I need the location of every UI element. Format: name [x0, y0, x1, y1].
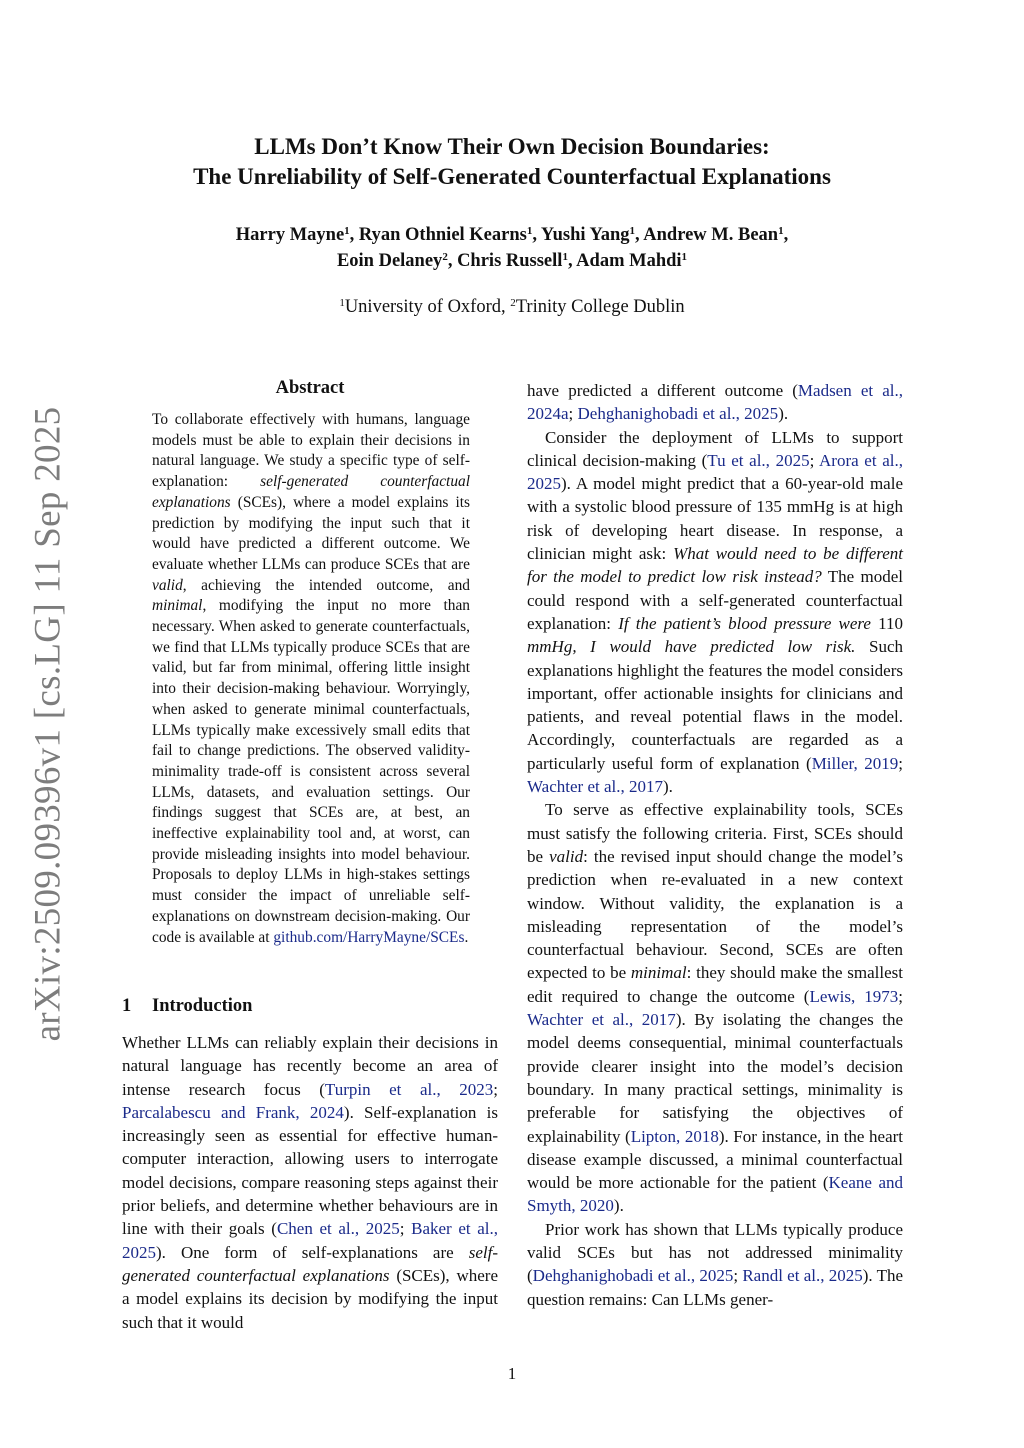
author-line-2: Eoin Delaney$^2$, Chris Russell$^1$, Adam Mahdi$^1$	[336, 251, 688, 271]
abstract-body: To collaborate effectively with humans, language models must be able to explain their decisions in natural language. We study a specific type of self-explanation: self-generated counterfactual explanations (SCEs), where a model explains its prediction by modifying the input such that it would have predicted a different outcome. We evaluate whether LLMs can produce SCEs that are valid, achieving the intended outcome, and minimal, modifying the input no more than necessary. When asked to generate counterfactuals, we find that LLMs typically produce SCEs that are valid, but far from minimal, offering little insight into their decision-making behaviour. Worryingly, when asked to generate minimal counterfactuals, LLMs typically make excessively small edits that fail to change predictions. The observed validity-minimality trade-off is consistent across several LLMs, datasets, and evaluation settings. Our findings suggest that SCEs are, at best, an ineffective explainability tool and, at worst, can provide misleading insights into model behaviour. Proposals to deploy LLMs in high-stakes settings must consider the impact of unreliable self-explanations on downstream decision-making. Our code is available at github.com/HarryMayne/SCEs.	[152, 411, 470, 946]
intro-paragraph-3: To serve as effective explainability tools, SCEs must satisfy the following criteria. First, SCEs should be valid: the revised input should change the model’s prediction when re-evaluated in a new context window. Without validity, the explanation is a misleading representation of the model’s counterfactual behaviour. Second, SCEs are often expected to be minimal: they should make the smallest edit required to change the outcome (Lewis, 1973; Wachter et al., 2017). By isolating the changes the model deems consequential, minimal counterfactuals provide clearer insight into the model’s decision boundary. In many practical settings, minimality is preferable for satisfying the objectives of explainability (Lipton, 2018). For instance, in the heart disease example discussed, a minimal counterfactual would be more actionable for the patient (Keane and Smyth, 2020).	[527, 800, 904, 1216]
affiliation-name: University of Oxford	[344, 297, 502, 317]
author-affiliation-mark: 1	[344, 225, 350, 237]
intro-paragraph-1: Whether LLMs can reliably explain their decisions in natural language has recently become an area of intense research focus (Turpin et al., 2023; Parcalabescu and Frank, 2024). Self-explanation is increasingly seen as essential for effective human-computer interaction, allowing users to interrogate model decisions, compare reasoning steps against their prior beliefs, and determine whether behaviours are in line with their goals (Chen et al., 2025; Baker et al., 2025). One form of self-explanations are self-generated counterfactual explanations (SCEs), where a model explains its decision by modifying the input such that it would	[122, 1033, 498, 1332]
right-column	[527, 379, 903, 1311]
section-heading-introduction	[122, 996, 252, 1017]
section-title: Introduction	[152, 996, 253, 1016]
author-name: Adam Mahdi	[576, 251, 682, 271]
title-line-2: The Unreliability of Self-Generated Counterfactual Explanations	[193, 164, 831, 189]
affiliations: $^1$University of Oxford, $^2$Trinity College Dublin	[339, 297, 685, 317]
citation-link[interactable]: Keane and Smyth, 2020	[527, 1173, 903, 1216]
author-line-1: Harry Mayne$^1$, Ryan Othniel Kearns$^1$, Yushi Yang$^1$, Andrew M. Bean$^1$,	[235, 225, 789, 245]
citation-link[interactable]: Arora et al., 2025	[527, 450, 903, 494]
citation-link[interactable]: Turpin et al., 2023	[324, 1079, 494, 1099]
author-name: Harry Mayne	[235, 225, 345, 245]
citation-link[interactable]: Wachter et al., 2017	[527, 777, 663, 797]
title-line-1: LLMs Don’t Know Their Own Decision Boundaries:	[254, 134, 770, 159]
author-affiliation-mark: 1	[562, 251, 568, 263]
author-name: Andrew M. Bean	[643, 225, 779, 245]
author-affiliation-mark: 1	[629, 225, 636, 237]
citation-link[interactable]: Baker et al., 2025	[122, 1219, 498, 1262]
code-repository-link[interactable]: github.com/HarryMayne/SCEs	[273, 928, 465, 946]
author-name: Yushi Yang	[540, 225, 630, 245]
section-number: 1	[122, 996, 132, 1016]
abstract-heading: Abstract	[275, 378, 345, 398]
author-affiliation-mark: 1	[526, 225, 533, 237]
paper-title	[0, 132, 1024, 192]
intro-paragraph-4: Prior work has shown that LLMs typically produce valid SCEs but has not addressed minimality (Dehghanighobadi et al., 2025; Randl et al., 2025). The question remains: Can LLMs gener-	[527, 1219, 904, 1309]
citation-link[interactable]: Parcalabescu and Frank, 2024	[122, 1102, 344, 1122]
author-affiliation-mark: 1	[681, 251, 688, 263]
author-name: Chris Russell	[457, 251, 563, 271]
citation-link[interactable]: Madsen et al., 2024a	[527, 381, 904, 424]
citation-link[interactable]: Dehghanighobadi et al., 2025	[577, 404, 779, 424]
author-affiliation-mark: 2	[442, 251, 448, 263]
citation-link[interactable]: Wachter et al., 2017	[527, 1010, 676, 1030]
citation-link[interactable]: Chen et al., 2025	[276, 1219, 400, 1239]
citation-link[interactable]: Randl et al., 2025	[742, 1266, 863, 1286]
citation-link[interactable]: Dehghanighobadi et al., 2025	[532, 1266, 734, 1286]
author-name: Ryan Othniel Kearns	[358, 225, 527, 245]
intro-paragraph-2: Consider the deployment of LLMs to support clinical decision-making (Tu et al., 2025; Arora et al., 2025). A model might predict that a 60-year-old male with a systolic blood pressure of 135 mmHg is at high risk of developing heart disease. In response, a clinician might ask: What would need to be different for the model to predict low risk instead? The model could respond with a self-generated counterfactual explanation: If the patient’s blood pressure were 110 mmHg, I would have predicted low risk. Such explanations highlight the features the model considers important, offer actionable insights for clinicians and patients, and reveal potential flaws in the model. Accordingly, counterfactuals are regarded as a particularly useful form of explanation (Miller, 2019; Wachter et al., 2017).	[527, 427, 904, 797]
arxiv-identifier-stamp: arXiv:2509.09396v1 [cs.LG] 11 Sep 2025	[27, 406, 69, 1042]
affiliation-name: Trinity College Dublin	[515, 297, 685, 317]
citation-link[interactable]: Tu et al., 2025	[707, 450, 810, 470]
citation-link[interactable]: Lipton, 2018	[630, 1126, 719, 1146]
author-list	[0, 222, 1024, 274]
intro-paragraph-1-continued: have predicted a different outcome (Madsen et al., 2024a; Dehghanighobadi et al., 2025).	[527, 381, 904, 424]
citation-link[interactable]: Lewis, 1973	[809, 986, 899, 1006]
author-affiliation-mark: 1	[778, 225, 784, 237]
author-name: Eoin Delaney	[336, 251, 443, 271]
citation-link[interactable]: Miller, 2019	[811, 753, 899, 773]
page-number: 1	[507, 1364, 517, 1383]
